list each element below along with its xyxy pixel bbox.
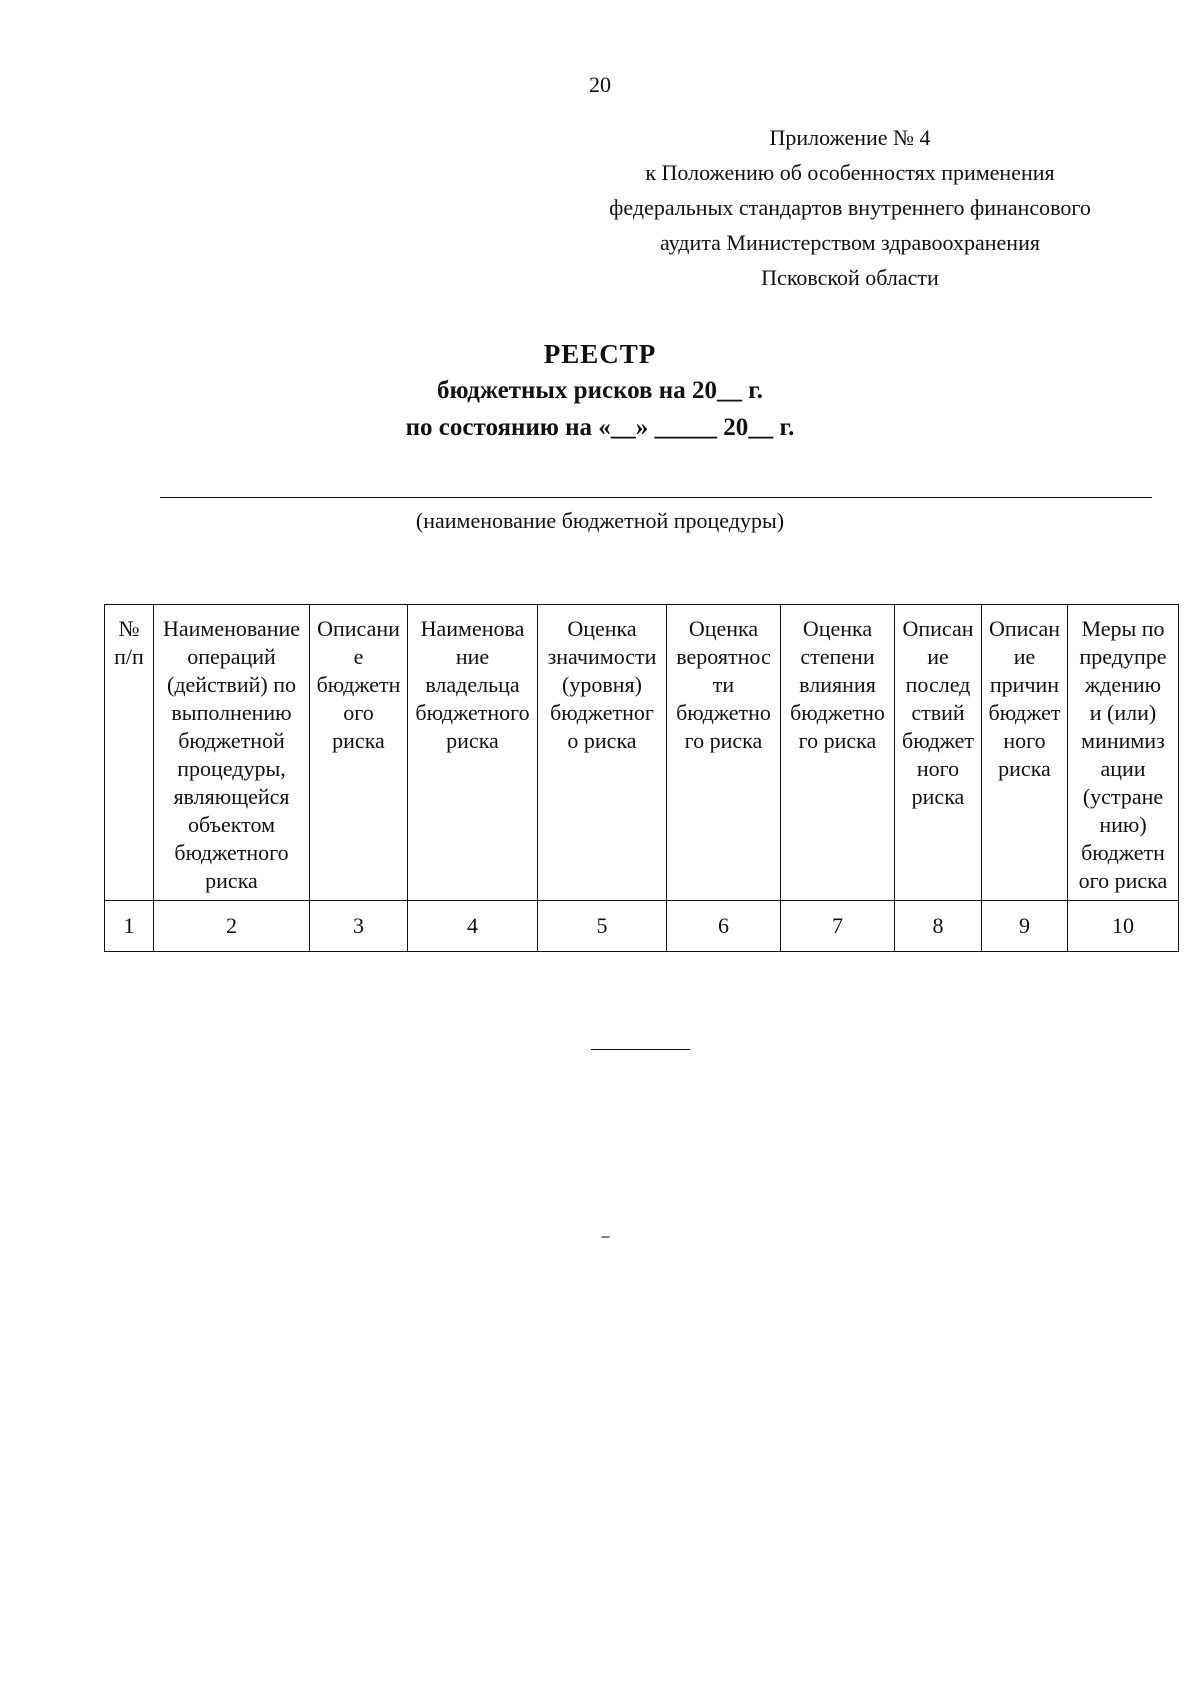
procedure-caption: (наименование бюджетной процедуры) <box>415 508 785 533</box>
header-cell: Меры по предупре ждению и (или) минимиз ации (устране нию) бюджетн ого риска <box>1068 605 1179 901</box>
column-number-cell: 1 <box>105 901 154 952</box>
column-number-cell: 10 <box>1068 901 1179 952</box>
annex-line: аудита Министерством здравоохранения <box>660 230 1040 255</box>
header-cell: Оценка степени влияния бюджетно го риска <box>781 605 895 901</box>
annex-line: Приложение № 4 <box>769 125 931 150</box>
header-cell: Описан ие причин бюджет ного риска <box>982 605 1068 901</box>
header-cell: Оценка значимости (уровня) бюджетног о риска <box>538 605 667 901</box>
column-number-cell: 3 <box>310 901 408 952</box>
document-title <box>0 336 1200 446</box>
header-cell: № п/п <box>105 605 154 901</box>
column-number-cell: 7 <box>781 901 895 952</box>
header-cell: Описани е бюджетн ого риска <box>310 605 408 901</box>
title-main: РЕЕСТР <box>543 339 657 369</box>
header-cell: Оценка вероятнос ти бюджетно го риска <box>667 605 781 901</box>
title-period: бюджетных рисков на 20__ г. <box>437 377 763 404</box>
header-cell: Наименова ние владельца бюджетного риска <box>408 605 538 901</box>
column-number-cell: 9 <box>982 901 1068 952</box>
table-number-row <box>105 901 1179 952</box>
header-cell: Описан ие послед ствий бюджет ного риска <box>895 605 982 901</box>
end-of-document-rule <box>591 1049 690 1050</box>
annex-line: Псковской области <box>761 265 939 290</box>
annex-reference <box>570 120 1130 295</box>
column-number-cell: 8 <box>895 901 982 952</box>
procedure-name-line <box>160 497 1152 498</box>
column-number-cell: 4 <box>408 901 538 952</box>
title-date: по состоянию на «__» _____ 20__ г. <box>405 414 795 441</box>
header-cell: Наименование операций (действий) по выполнению бюджетной процедуры, являющейся объектом бюджетного риска <box>154 605 310 901</box>
risk-register-table <box>104 604 1179 952</box>
scan-speck <box>601 1236 610 1238</box>
column-number-cell: 5 <box>538 901 667 952</box>
column-number-cell: 6 <box>667 901 781 952</box>
table-header-row <box>105 605 1179 901</box>
page-number: 20 <box>589 72 611 97</box>
column-number-cell: 2 <box>154 901 310 952</box>
annex-line: федеральных стандартов внутреннего финансового <box>609 195 1091 220</box>
annex-line: к Положению об особенностях применения <box>645 160 1055 185</box>
